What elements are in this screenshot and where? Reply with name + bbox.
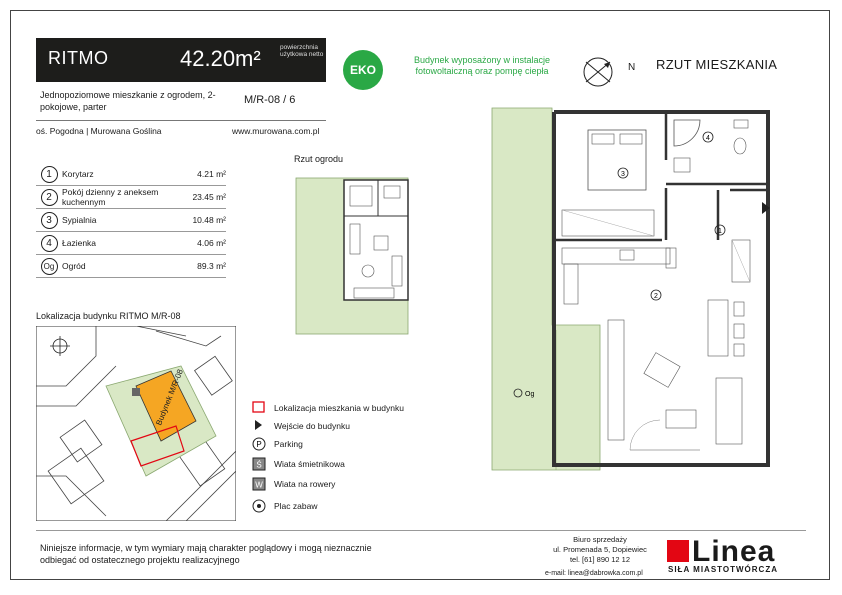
table-row bbox=[36, 209, 226, 232]
office-title: Biuro sprzedaży bbox=[573, 535, 627, 544]
svg-text:W: W bbox=[255, 480, 263, 490]
parking-icon bbox=[252, 437, 266, 451]
red-rectangle-icon bbox=[252, 401, 266, 413]
svg-text:4: 4 bbox=[706, 135, 710, 142]
location-title: Lokalizacja budynku RITMO M/R-08 bbox=[36, 311, 181, 321]
plan-title: RZUT MIESZKANIA bbox=[656, 57, 778, 72]
divider bbox=[36, 120, 326, 121]
legend-label: Wiata śmietnikowa bbox=[274, 459, 345, 469]
table-row bbox=[36, 186, 226, 209]
linea-tagline: SIŁA MIASTOTWÓRCZA bbox=[668, 565, 778, 574]
room-name: Korytarz bbox=[62, 163, 172, 186]
svg-text:P: P bbox=[256, 440, 262, 449]
room-number: 2 bbox=[41, 189, 58, 206]
rooms-table bbox=[36, 163, 226, 278]
sales-office bbox=[540, 535, 660, 565]
room-area: 23.45 m² bbox=[172, 186, 226, 209]
office-address: ul. Promenada 5, Dopiewiec bbox=[553, 545, 647, 554]
location-map bbox=[36, 326, 236, 521]
apartment-code: M/R-08 / 6 bbox=[244, 94, 296, 106]
legend-label: Parking bbox=[274, 439, 303, 449]
title-bar bbox=[36, 38, 326, 82]
apartment-floor-plan bbox=[490, 100, 780, 480]
room-name: Sypialnia bbox=[62, 209, 172, 232]
room-number: 3 bbox=[41, 212, 58, 229]
svg-text:1: 1 bbox=[718, 228, 722, 235]
room-area: 10.48 m² bbox=[172, 209, 226, 232]
compass-icon bbox=[580, 52, 626, 92]
svg-text:2: 2 bbox=[654, 293, 658, 300]
project-name: RITMO bbox=[48, 48, 109, 68]
eko-badge: EKO bbox=[343, 50, 383, 90]
table-row bbox=[36, 255, 226, 278]
linea-logo-text: Linea bbox=[692, 535, 776, 568]
area-note: powierzchnia użytkowa netto bbox=[280, 44, 324, 58]
footer-divider bbox=[36, 530, 806, 531]
room-area: 89.3 m² bbox=[172, 255, 226, 278]
apartment-description: Jednopoziomowe mieszkanie z ogrodem, 2-pokojowe, parter bbox=[40, 90, 216, 112]
room-name: Pokój dzienny z aneksem kuchennym bbox=[62, 186, 172, 209]
room-number: Og bbox=[41, 258, 58, 275]
office-phone: tel. [61] 890 12 12 bbox=[569, 555, 631, 564]
entrance-arrow-icon bbox=[252, 419, 266, 431]
playground-icon bbox=[252, 499, 266, 513]
room-number: 4 bbox=[41, 235, 58, 252]
address: oś. Pogodna | Murowana Goślina bbox=[36, 126, 162, 136]
trash-shelter-icon bbox=[252, 457, 266, 471]
room-area: 4.21 m² bbox=[172, 163, 226, 186]
compass-north-label: N bbox=[628, 62, 636, 73]
disclaimer-text: Niniejsze informacje, w tym wymiary mają charakter poglądowy i mogą nieznacznie odbiegać od ostatecznego projektu realizacyjnego bbox=[40, 543, 372, 565]
table-row bbox=[36, 163, 226, 186]
linea-logo-mark bbox=[667, 540, 689, 562]
eko-description: Budynek wyposażony w instalacje fotowoltaiczną oraz pompę ciepła bbox=[413, 55, 551, 76]
legend-label: Lokalizacja mieszkania w budynku bbox=[274, 403, 404, 413]
room-name: Łazienka bbox=[62, 232, 172, 255]
svg-text:Og: Og bbox=[525, 391, 535, 398]
building-label: Budynek M/R-08 bbox=[154, 367, 185, 427]
room-number: 1 bbox=[41, 166, 58, 183]
table-row bbox=[36, 232, 226, 255]
website-link[interactable]: www.murowana.com.pl bbox=[232, 126, 320, 136]
apartment-area: 42.20m² bbox=[180, 46, 261, 71]
room-area: 4.06 m² bbox=[172, 232, 226, 255]
legend-label: Plac zabaw bbox=[274, 501, 318, 511]
garden-plan bbox=[294, 176, 414, 338]
svg-text:Ś: Ś bbox=[256, 460, 262, 470]
office-email[interactable]: e-mail: linea@dabrowka.com.pl bbox=[545, 570, 643, 577]
legend-label: Wejście do budynku bbox=[274, 421, 350, 431]
svg-text:3: 3 bbox=[621, 171, 625, 178]
garden-plan-title: Rzut ogrodu bbox=[294, 154, 344, 164]
legend-label: Wiata na rowery bbox=[274, 479, 336, 489]
room-name: Ogród bbox=[62, 255, 172, 278]
bike-shelter-icon bbox=[252, 477, 266, 491]
